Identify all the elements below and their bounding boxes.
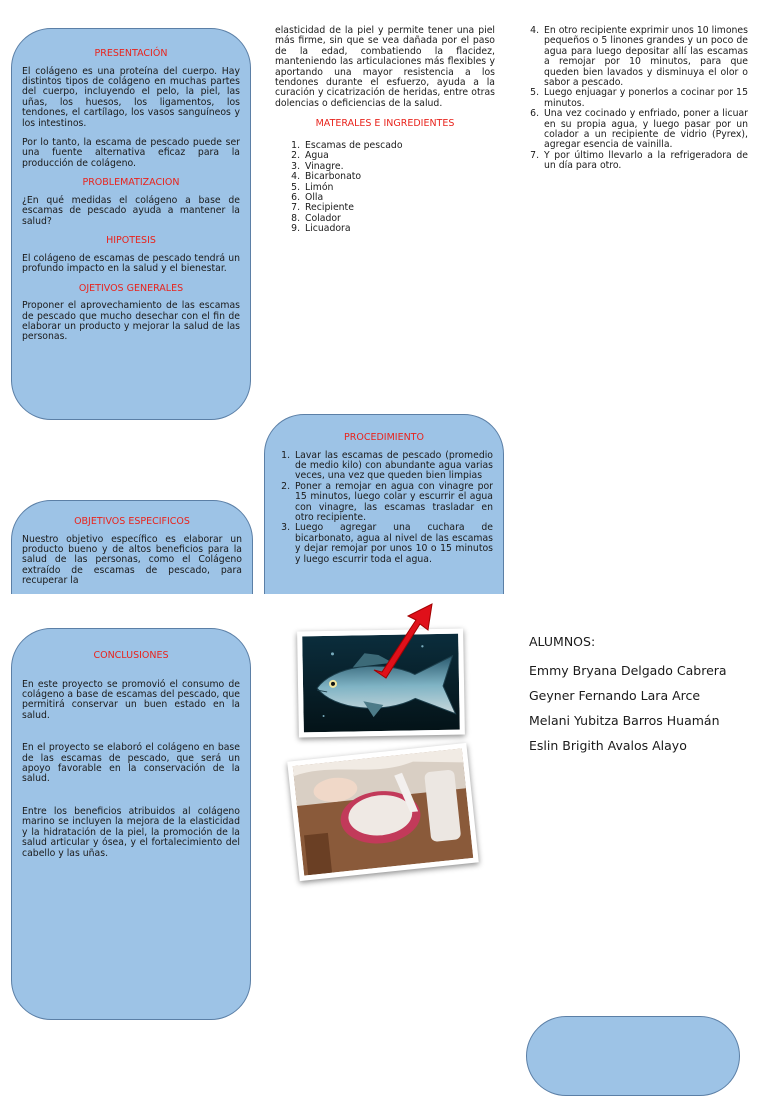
right-top-column [524, 26, 748, 172]
presentacion-panel [11, 28, 251, 420]
conclusiones-paragraph-2: En el proyecto se elaboró el colágeno en base de las escamas de pescado, que será un apoyo favorable en la conservación de la salud. [22, 742, 240, 785]
list-item: 4. Bicarbonato [303, 172, 495, 182]
procedimiento-continued-list [524, 26, 748, 172]
objetivos-generales-text: Proponer el aprovechamiento de las escamas de pescado que mucho desechar con el fin de elaborar un producto y mejorar la salud de las personas. [22, 300, 240, 343]
conclusiones-paragraph-3: Entre los beneficios atribuidos al colágeno marino se incluyen la mejora de la elasticidad y la hidratación de la piel, la promoción de la salud articular y ósea, y el fortalecimiento del cabello y las uñas. [22, 805, 240, 859]
straining-illustration [293, 748, 474, 875]
objetivos-especificos-heading: OBJETIVOS ESPECIFICOS [74, 516, 190, 527]
list-item: 5. Luego enjuagar y ponerlos a cocinar por 15 minutos. [542, 88, 748, 109]
list-item: 9. Licuadora [303, 224, 495, 234]
hipotesis-heading: HIPOTESIS [106, 235, 156, 247]
presentacion-heading: PRESENTACIÓN [94, 48, 168, 59]
list-item: 6. Una vez cocinado y enfriado, poner a licuar en su propia agua, y luego pasar por un colador a un recipiente de vidrio (Pyrex), agregar esencia de vainilla. [542, 109, 748, 151]
list-item: 7. Y por último llevarlo a la refrigeradora de un día para otro. [542, 151, 748, 172]
straining-photo [287, 743, 479, 881]
procedimiento-heading: PROCEDIMIENTO [344, 432, 424, 443]
bottom-right-panel-edge [526, 1016, 740, 1096]
presentacion-paragraph-2: Por lo tanto, la escama de pescado puede ser una fuente alternativa eficaz para la producción de colágeno. [22, 137, 240, 169]
conclusiones-panel [11, 628, 251, 1020]
procedimiento-list [275, 451, 493, 565]
list-item: 1. Escamas de pescado [303, 141, 495, 151]
list-item: 6. Olla [303, 193, 495, 203]
procedimiento-clip [264, 414, 504, 594]
list-item: 2. Agua [303, 151, 495, 161]
benefits-intro-text: elasticidad de la piel y permite tener una piel más firme, sin que se vea dañada por el paso de la edad, combatiendo la flacidez, manteniendo las articulaciones más flexibles y aportando una mayor resistencia a los tendones durante el esfuerzo, ayuda a la curación y cicatrización de heridas, entre otras dolencias o deficiencias de la salud. [275, 25, 495, 109]
objetivos-especificos-text: Nuestro objetivo específico es elaborar un producto bueno y de altos beneficios para la salud de las personas, como el Colágeno extraído de escamas de pescado, para recuperar la [22, 533, 242, 587]
student-name: Geyner Fernando Lara Arce [529, 688, 701, 703]
list-item: 1. Lavar las escamas de pescado (promedio de medio kilo) con abundante agua varias veces, una vez que queden bien limpias [293, 451, 493, 482]
especificos-panel [11, 500, 253, 594]
hipotesis-text: El colágeno de escamas de pescado tendrá un profundo impacto en la salud y el bienestar. [22, 252, 240, 275]
student-name: Melani Yubitza Barros Huamán [529, 713, 720, 728]
student-name: Eslin Brigith Avalos Alayo [529, 738, 687, 753]
list-item: 4. En otro recipiente exprimir unos 10 limones pequeños o 5 linones grandes y un poco de agua para luego depositar allí las escamas a remojar por 10 minutos, para que queden bien lavados y disminuya el olor o sabor a pescado. [542, 26, 748, 88]
alumnos-heading: ALUMNOS: [529, 634, 596, 649]
conclusiones-heading: CONCLUSIONES [93, 650, 169, 661]
list-item: 3. Luego agregar una cuchara de bicarbonato, agua al nivel de las escamas y dejar remojar por unos 10 o 15 minutos y luego escurrir toda el agua. [293, 523, 493, 565]
materiales-list [275, 141, 495, 235]
list-item: 3. Vinagre. [303, 162, 495, 172]
red-arrow-icon [370, 600, 440, 680]
list-item: 5. Limón [303, 183, 495, 193]
alumnos-section [529, 634, 749, 763]
materiales-heading: MATERALES E INGREDIENTES [315, 118, 455, 130]
list-item: 8. Colador [303, 214, 495, 224]
list-item: 2. Poner a remojar en agua con vinagre por 15 minutos, luego colar y escurrir el agua con vinagre, las escamas trasladar en otro recipiente. [293, 482, 493, 524]
procedimiento-panel [264, 414, 504, 594]
list-item: 7. Recipiente [303, 203, 495, 213]
especificos-clip [11, 500, 253, 594]
objetivos-generales-heading: OJETIVOS GENERALES [78, 282, 184, 294]
problematizacion-text: ¿En qué medidas el colágeno a base de escamas de pescado ayuda a mantener la salud? [22, 194, 240, 227]
conclusiones-paragraph-1: En este proyecto se promovió el consumo de colágeno a base de escamas del pescado, que permitirá conservar un buen estado en la salud. [22, 678, 240, 721]
problematizacion-heading: PROBLEMATIZACION [82, 177, 180, 189]
presentacion-paragraph-1: El colágeno es una proteína del cuerpo. Hay distintos tipos de colágeno en muchas partes del cuerpo, incluyendo el pelo, la piel, las uñas, los huesos, los ligamentos, los tendones, el cartílago, los vasos sanguíneos y los intestinos. [22, 65, 240, 129]
student-name: Emmy Bryana Delgado Cabrera [529, 663, 727, 678]
middle-top-column [275, 26, 495, 235]
